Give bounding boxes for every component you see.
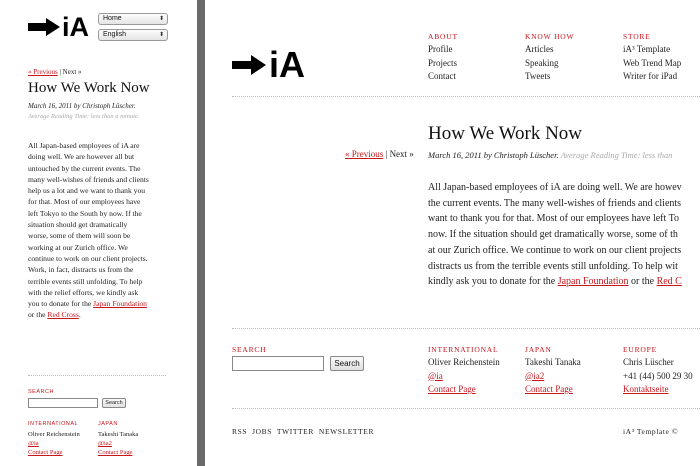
ia-logo[interactable]: [232, 44, 305, 85]
nav-knowhow-list: [525, 43, 559, 84]
international-label: INTERNATIONAL: [428, 345, 499, 354]
ia-logo[interactable]: [28, 14, 89, 40]
body-line: with the relief efforts, we kindly ask: [28, 287, 139, 297]
footer-link-jobs[interactable]: JOBS: [252, 427, 273, 436]
footer-link-newsletter[interactable]: NEWSLETTER: [318, 427, 375, 436]
body-line: now. If the situation should get dramatically worse, some of th: [428, 229, 678, 241]
body-line: untouched by the current events. The: [28, 163, 141, 173]
logo-text: iA: [62, 12, 89, 42]
contact-name: Takeshi Tanaka: [525, 357, 581, 367]
arrow-right-icon: [232, 55, 266, 75]
page-title: How We Work Now: [428, 123, 583, 144]
body-line: doing well. We are however all but: [28, 152, 135, 162]
body-line: distracts us from the terrible events still unfolding. To help wit: [428, 260, 678, 272]
divider: [232, 408, 700, 409]
reading-time: Average Reading Time: less than a minute.: [28, 113, 140, 120]
next-label: Next »: [62, 68, 82, 76]
contact-page-link[interactable]: Contact Page: [525, 384, 573, 394]
mobile-view: [0, 0, 197, 466]
twitter-handle-link[interactable]: @ia2: [525, 370, 545, 381]
language-select-value: English: [103, 31, 126, 38]
post-navigation: [28, 68, 82, 76]
body-line: the current events. The many well-wishes of friends and clients: [428, 197, 682, 209]
search-button[interactable]: Search: [102, 398, 126, 408]
japan-label: JAPAN: [98, 421, 118, 427]
nav-store-heading: STORE: [623, 32, 651, 41]
post-meta: [428, 150, 672, 160]
divider: [232, 96, 700, 97]
body-line: you to donate for the Japan Foundation: [28, 299, 147, 309]
footer-links: [232, 427, 374, 436]
contact-phone: +41 (44) 500 29 30: [623, 370, 693, 381]
chevron-updown-icon: ⬍: [158, 16, 164, 22]
article-body: [428, 180, 700, 290]
post-byline: March 16, 2011 by Christoph Lüscher.: [428, 150, 559, 160]
nav-select[interactable]: [98, 13, 168, 25]
contact-page-link[interactable]: Kontaktseite: [623, 384, 669, 394]
europe-contact: [623, 356, 693, 397]
body-line: continue to work on our client projects.: [28, 253, 148, 263]
nav-item-writer[interactable]: Writer for iPad: [623, 71, 678, 81]
desktop-view: [205, 0, 700, 466]
international-contact: [428, 356, 500, 397]
body-line: terrible events still unfolding. To help: [28, 276, 143, 286]
contact-page-link[interactable]: Contact Page: [98, 449, 133, 456]
japan-foundation-link[interactable]: Japan Foundation: [93, 299, 147, 309]
contact-name: Takeshi Tanaka: [98, 431, 139, 438]
europe-label: EUROPE: [623, 345, 657, 354]
twitter-handle-link[interactable]: @ia: [428, 370, 443, 381]
body-line: All Japan-based employees of iA are: [28, 141, 140, 150]
post-navigation: [345, 149, 414, 159]
arrow-right-icon: [28, 18, 60, 36]
next-label: Next »: [389, 149, 414, 159]
nav-item-articles[interactable]: Articles: [525, 44, 554, 54]
divider: [232, 328, 700, 329]
body-line: or the Red Cross.: [28, 310, 81, 320]
nav-select-value: Home: [103, 15, 122, 22]
nav-item-profile[interactable]: Profile: [428, 44, 453, 54]
body-line: Work, in fact, distracts us from the: [28, 265, 134, 275]
contact-page-link[interactable]: Contact Page: [28, 449, 63, 456]
nav-item-contact[interactable]: Contact: [428, 71, 456, 81]
logo-text: iA: [269, 44, 305, 85]
twitter-handle-link[interactable]: @ia: [28, 440, 39, 447]
red-cross-link[interactable]: Red Cross: [47, 310, 79, 320]
nav-item-speaking[interactable]: Speaking: [525, 57, 559, 68]
nav-separator: |: [385, 149, 388, 159]
body-line: kindly ask you to donate for the Japan Foundation or the Red C: [428, 276, 682, 288]
international-contact: [28, 430, 80, 457]
previous-link[interactable]: « Previous: [345, 149, 384, 159]
nav-knowhow-heading: KNOW HOW: [525, 32, 575, 41]
body-line: worse, some of them will soon be: [28, 231, 131, 241]
footer-copyright: iA³ Template ©: [623, 427, 679, 436]
search-button[interactable]: Search: [330, 356, 364, 371]
japan-label: JAPAN: [525, 345, 552, 354]
nav-item-tweets[interactable]: Tweets: [525, 71, 551, 81]
chevron-updown-icon: ⬍: [158, 32, 164, 38]
international-label: INTERNATIONAL: [28, 421, 79, 427]
body-line: want to thank you for that. Most of our employees have left To: [428, 213, 680, 225]
body-line: many well-wishes of friends and clients: [28, 174, 149, 184]
contact-name: Oliver Reichenstein: [28, 431, 80, 438]
contact-name: Chris Lüscher: [623, 357, 674, 367]
article-body: [28, 140, 170, 321]
japan-foundation-link[interactable]: Japan Foundation: [557, 276, 629, 288]
nav-item-projects[interactable]: Projects: [428, 57, 457, 68]
search-label: SEARCH: [28, 389, 54, 395]
contact-name: Oliver Reichenstein: [428, 357, 500, 367]
post-meta: March 16, 2011 by Christoph Lüscher.: [28, 102, 136, 110]
body-line: for that. Most of our employees have: [28, 197, 141, 207]
reading-time: Average Reading Time: less than: [560, 150, 673, 160]
body-line: help us a lot and we want to thank you: [28, 186, 146, 196]
footer-link-twitter[interactable]: TWITTER: [276, 427, 314, 436]
red-cross-link[interactable]: Red C: [656, 276, 682, 288]
search-input[interactable]: [28, 398, 98, 408]
nav-about-list: [428, 43, 457, 84]
nav-item-web-trend-map[interactable]: Web Trend Map: [623, 57, 682, 68]
nav-store-list: [623, 43, 681, 84]
twitter-handle-link[interactable]: @ia2: [98, 440, 112, 447]
language-select[interactable]: [98, 29, 168, 41]
body-line: situation should get dramatically: [28, 220, 128, 230]
body-line: at our Zurich office. We continue to work on our client projects: [428, 244, 682, 256]
body-line: working at our Zurich office. We: [28, 242, 128, 252]
japan-contact: [98, 430, 138, 457]
japan-contact: [525, 356, 581, 397]
footer-link-rss[interactable]: RSS: [232, 427, 248, 436]
page-title: How We Work Now: [28, 80, 150, 96]
nav-item-template[interactable]: iA³ Template: [623, 44, 671, 54]
previous-link[interactable]: « Previous: [28, 68, 58, 76]
panel-divider: [197, 0, 205, 466]
contact-page-link[interactable]: Contact Page: [428, 384, 476, 394]
search-label: SEARCH: [232, 345, 267, 354]
body-line: left Tokyo to the South by now. If the: [28, 208, 142, 218]
body-line: All Japan-based employees of iA are doing well. We are howev: [428, 182, 682, 193]
nav-about-heading: ABOUT: [428, 32, 458, 41]
nav-separator: |: [59, 68, 61, 76]
divider: [28, 375, 166, 376]
search-input[interactable]: [232, 356, 324, 371]
